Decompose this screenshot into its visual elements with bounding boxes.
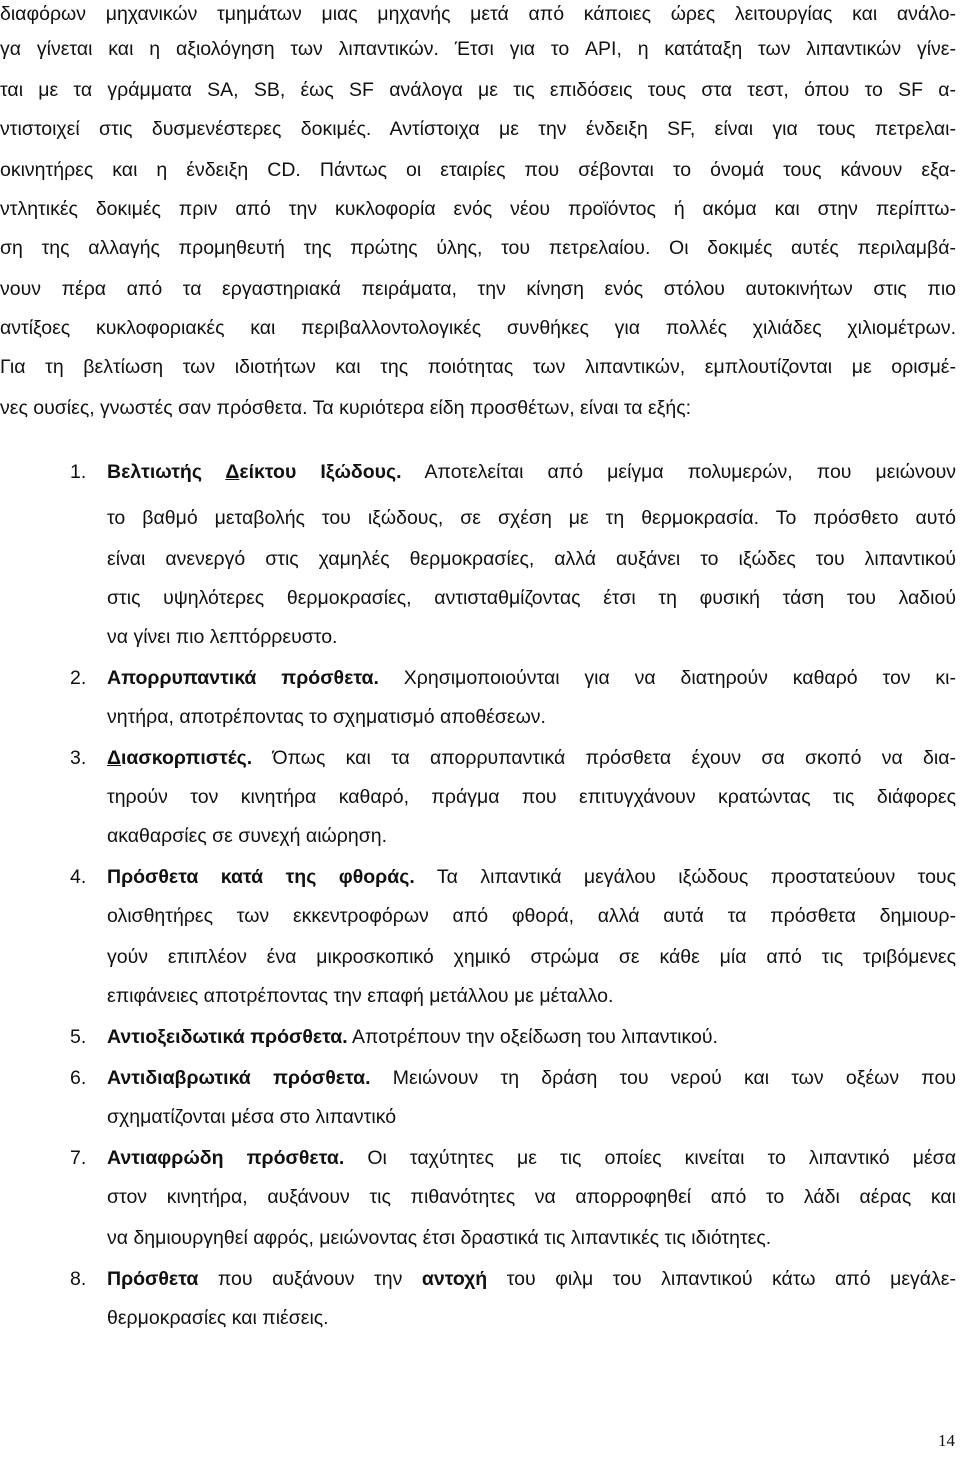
- text-line: στον κινητήρα, αυξάνουν τις πιθανότητες να απορροφηθεί από το λάδι αέρας και: [107, 1186, 956, 1208]
- item-title: Βελτιωτής Δείκτου Ιξώδους.: [107, 461, 402, 483]
- text-line: ση της αλλαγής προμηθευτή της πρώτης ύλης, του πετρελαίου. Οι δοκιμές αυτές περιλαμβά-: [0, 237, 956, 259]
- item-title: Αντιαφρώδη πρόσθετα.: [107, 1147, 345, 1169]
- list-number: 2.: [70, 667, 87, 689]
- text-line: διαφόρων μηχανικών τμημάτων μιας μηχανής μετά από κάποιες ώρες λειτουργίας και ανάλο-: [0, 3, 956, 25]
- text-line: Βελτιωτής Δείκτου Ιξώδους. Αποτελείται από μείγμα πολυμερών, που μειώνουν: [107, 461, 956, 483]
- page-number: 14: [938, 1431, 955, 1450]
- text-line: σχηματίζονται μέσα στο λιπαντικό: [107, 1106, 397, 1128]
- text-line: Για τη βελτίωση των ιδιοτήτων και της ποιότητας των λιπαντικών, εμπλουτίζονται με ορισμέ-: [0, 356, 956, 378]
- text-line: νες ουσίες, γνωστές σαν πρόσθετα. Τα κυριότερα είδη προσθέτων, είναι τα εξής:: [0, 397, 692, 419]
- text-line: είναι ανενεργό στις χαμηλές θερμοκρασίες, αλλά αυξάνει το ιξώδες του λιπαντικού: [107, 548, 956, 570]
- text-line: Απορρυπαντικά πρόσθετα. Χρησιμοποιούνται για να διατηρούν καθαρό τον κι-: [107, 667, 956, 689]
- text-line: ντλητικές δοκιμές πριν από την κυκλοφορία ενός νέου προϊόντος ή ακόμα και στην περίπτω-: [0, 198, 956, 220]
- text-line: το βαθμό μεταβολής του ιξώδους, σε σχέση με τη θερμοκρασία. Το πρόσθετο αυτό: [107, 507, 956, 529]
- text-line: επιφάνειες αποτρέποντας την επαφή μετάλλου με μέταλλο.: [107, 985, 614, 1007]
- list-number: 8.: [70, 1268, 87, 1290]
- text-line: ολισθητήρες των εκκεντροφόρων από φθορά, αλλά αυτά τα πρόσθετα δημιουρ-: [107, 905, 956, 927]
- list-number: 7.: [70, 1147, 87, 1169]
- text-line: ται με τα γράμματα SA, SB, έως SF ανάλογα με τις επιδόσεις τους στα τεστ, όπου το SF α-: [0, 79, 956, 101]
- list-number: 3.: [70, 747, 87, 769]
- text-line: ακαθαρσίες σε συνεχή αιώρηση.: [107, 825, 387, 847]
- text-line: αντίξοες κυκλοφοριακές και περιβαλλοντολογικές συνθήκες για πολλές χιλιάδες χιλιομέτρων.: [0, 317, 956, 339]
- text-line: Αντιοξειδωτικά πρόσθετα. Αποτρέπουν την οξείδωση του λιπαντικού.: [107, 1026, 718, 1048]
- text-line: γα γίνεται και η αξιολόγηση των λιπαντικών. Έτσι για το API, η κατάταξη των λιπαντικών γίνε-: [0, 38, 956, 60]
- list-number: 6.: [70, 1067, 87, 1089]
- item-emphasis: αντοχή: [421, 1268, 488, 1290]
- item-title: Αντιοξειδωτικά πρόσθετα.: [107, 1026, 348, 1048]
- text-line: ντιστοιχεί στις δυσμενέστερες δοκιμές. Αντίστοιχα με την ένδειξη SF, είναι για τους πετρελαι-: [0, 118, 956, 140]
- text-line: Αντιδιαβρωτικά πρόσθετα. Μειώνουν τη δράση του νερού και των οξέων που: [107, 1067, 956, 1089]
- text-line: Διασκορπιστές. Όπως και τα απορρυπαντικά πρόσθετα έχουν σα σκοπό να δια-: [107, 747, 956, 769]
- text-line: τηρούν τον κινητήρα καθαρό, πράγμα που επιτυγχάνουν κρατώντας τις διάφορες: [107, 786, 956, 808]
- text-line: να γίνει πιο λεπτόρρευστο.: [107, 626, 338, 648]
- text-line: στις υψηλότερες θερμοκρασίες, αντισταθμίζοντας έτσι τη φυσική τάση του λαδιού: [107, 587, 956, 609]
- text-line: Πρόσθετα κατά της φθοράς. Τα λιπαντικά μεγάλου ιξώδους προστατεύουν τους: [107, 866, 956, 888]
- text-line: γούν επιπλέον ένα μικροσκοπικό χημικό στρώμα σε κάθε μία από τις τριβόμενες: [107, 946, 956, 968]
- text-line: οκινητήρες και η ένδειξη CD. Πάντως οι εταιρίες που σέβονται το όνομά τους κάνουν εξα-: [0, 159, 956, 181]
- list-number: 4.: [70, 866, 87, 888]
- item-title: Πρόσθετα: [107, 1268, 199, 1290]
- item-title: Πρόσθετα κατά της φθοράς.: [107, 866, 415, 888]
- item-title: Απορρυπαντικά πρόσθετα.: [107, 667, 379, 689]
- text-line: νουν πέρα από τα εργαστηριακά πειράματα, την κίνηση ενός στόλου αυτοκινήτων στις πιο: [0, 278, 956, 300]
- text-line: νητήρα, αποτρέποντας το σχηματισμό αποθέσεων.: [107, 706, 546, 728]
- list-number: 1.: [70, 461, 87, 483]
- list-number: 5.: [70, 1026, 87, 1048]
- text-line: θερμοκρασίες και πιέσεις.: [107, 1307, 329, 1329]
- text-line: Πρόσθετα που αυξάνουν την αντοχή του φιλμ του λιπαντικού κάτω από μεγάλε-: [107, 1268, 956, 1290]
- item-title: Αντιδιαβρωτικά πρόσθετα.: [107, 1067, 371, 1089]
- text-line: να δημιουργηθεί αφρός, μειώνοντας έτσι δραστικά τις λιπαντικές τις ιδιότητες.: [107, 1227, 772, 1249]
- item-title: Διασκορπιστές.: [107, 747, 253, 769]
- text-line: Αντιαφρώδη πρόσθετα. Οι ταχύτητες με τις οποίες κινείται το λιπαντικό μέσα: [107, 1147, 956, 1169]
